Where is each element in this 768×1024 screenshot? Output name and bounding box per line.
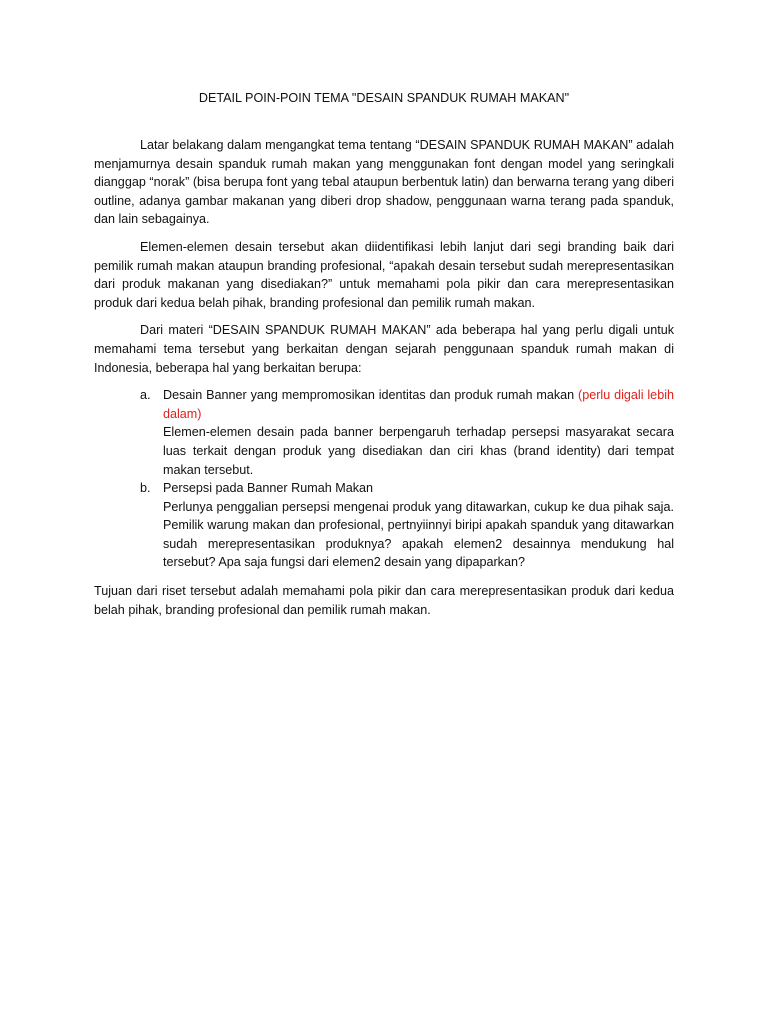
list-item-a-heading-text: Desain Banner yang mempromosikan identitas dan produk rumah makan: [163, 388, 579, 403]
list-item-a: [94, 386, 674, 479]
list-item-a-body: Elemen-elemen desain pada banner berpengaruh terhadap persepsi masyarakat secara luas terkait dengan produk yang disediakan dan ciri khas (brand identity) dari tempat makan tersebut.: [163, 425, 674, 477]
list-item-b-body: Perlunya penggalian persepsi mengenai produk yang ditawarkan, cukup ke dua pihak saja. Pemilik warung makan dan profesional, pertnyiinnyi biripi apakah spanduk yang ditawarkan sudah merepresentasikan produknya? apakah elemen2 desainnya mendukung hal tersebut? Apa saja fungsi dari elemen2 desain yang dipaparkan?: [163, 499, 674, 570]
document-title: DETAIL POIN-POIN TEMA "DESAIN SPANDUK RUMAH MAKAN": [198, 91, 570, 105]
points-list: [94, 386, 674, 572]
list-marker-b: b.: [140, 481, 151, 496]
paragraph-elements: Elemen-elemen desain tersebut akan diidentifikasi lebih lanjut dari segi branding baik dari pemilik rumah makan ataupun branding profesional, “apakah desain tersebut sudah merepresentasikan dari produk makanan yang disediakan?” untuk memahami pola pikir dan cara merepresentasikan produk dari kedua belah pihak, branding profesional dan pemilik rumah makan.: [94, 239, 674, 310]
list-item-b-heading: Persepsi pada Banner Rumah Makan: [163, 481, 374, 496]
paragraph-material: Dari materi “DESAIN SPANDUK RUMAH MAKAN” ada beberapa hal yang perlu digali untuk memahami tema tersebut yang berkaitan dengan sejarah penggunaan spanduk rumah makan di Indonesia, beberapa hal yang berkaitan berupa:: [94, 323, 674, 375]
list-item-a-highlight-note: (perlu digali lebih dalam): [163, 388, 674, 421]
paragraph-conclusion: Tujuan dari riset tersebut adalah memahami pola pikir dan cara merepresentasikan produk dari kedua belah pihak, branding profesional dan pemilik rumah makan.: [94, 584, 674, 617]
paragraph-background: Latar belakang dalam mengangkat tema tentang “DESAIN SPANDUK RUMAH MAKAN” adalah menjamurnya desain spanduk rumah makan yang menggunakan font dengan model yang seringkali dianggap “norak” (bisa berupa font yang tebal ataupun berbentuk latin) dan berwarna terang yang diberi outline, adanya gambar makanan yang diberi drop shadow, penggunaan warna terang pada spanduk, dan lain sebagainya.: [94, 138, 674, 227]
list-item-a-heading: [163, 386, 674, 423]
list-marker-a: a.: [140, 388, 151, 403]
list-item-b: [94, 479, 674, 572]
document-body: [94, 136, 674, 628]
